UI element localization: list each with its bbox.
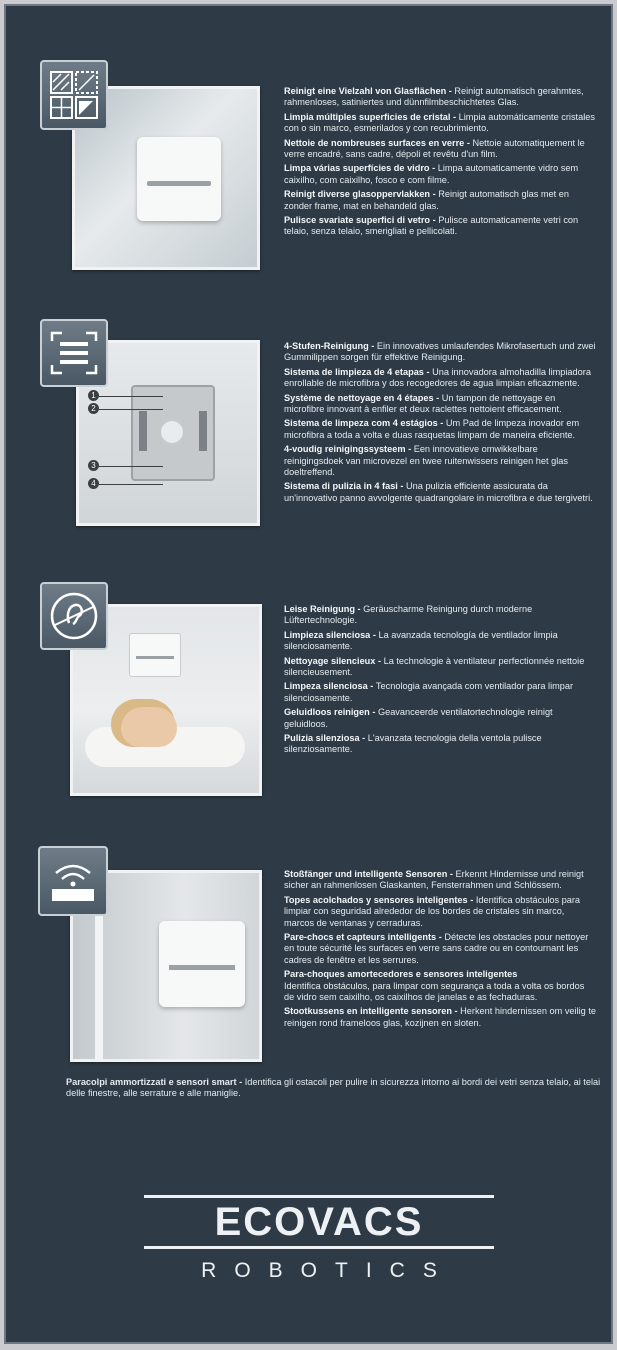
sensor-signal-icon [38,846,108,916]
cleaning-stages-icon [40,319,108,387]
robot-near-frame [159,921,245,1007]
feature-paragraph: Pulisce svariate superfici di vetro - Pulisce automaticamente vetri con telaio, senza telaio, smerigliati e pellicolati. [284,215,579,237]
feature-paragraph: Paracolpi ammortizzati e sensori smart - Identifica gli ostacoli per pulire in sicurezza intorno ai bordi dei vetri senza telaio, ai telai delle finestre, alle serrature e alle maniglie. [66,1077,601,1099]
feature-paragraph: Geluidloos reinigen - Geavanceerde ventilatortechnologie reinigt geluidloos. [284,707,553,729]
feature-paragraph: Stoßfänger und intelligente Sensoren - Erkennt Hindernisse und reinigt sicher an rahmenlosen Glaskanten, Fensterrahmen und Schlössern. [284,869,584,891]
feature-paragraph: Système de nettoyage en 4 étapes - Un tampon de nettoyage en microfibre innovant à enfiler et deux raclettes nettoient efficacement. [284,392,562,415]
section-four-stage-text [284,341,596,507]
section-sensors-text [284,869,596,1032]
callout-line [99,396,163,397]
callout-line [99,466,163,467]
feature-paragraph: Nettoie de nombreuses surfaces en verre - Nettoie automatiquement le verre encadré, sans cadre, dépoli et revêtu d'un film. [284,137,585,160]
feature-paragraph: Para-choques amortecedores e sensores inteligentes Identifica obstáculos, para limpar com segurança a toda a volta os bordos de vidro sem caixilho, os caixilhos de janelas e as fechaduras. [284,969,585,1003]
feature-paragraph: Sistema di pulizia in 4 fasi - Una pulizia efficiente assicurata da un'innovativo panno avvolgente quadrangolare in microfibra e due tergivetri. [284,481,593,503]
sensors-footer-text [66,1077,606,1100]
callout-4: 4 [88,478,99,489]
callout-1: 1 [88,390,99,401]
feature-paragraph: 4-Stufen-Reinigung - Ein innovatives umlaufendes Mikrofasertuch und zwei Gummilippen sorgen für effektive Reinigung. [284,341,596,363]
callout-3: 3 [88,460,99,471]
feature-paragraph: Sistema de limpieza de 4 etapas - Una innovadora almohadilla limpiadora enrollable de microfibra y dos recogedores de agua limpian eficazmente. [284,366,591,389]
feature-paragraph: Stootkussens en intelligente sensoren - Herkent hindernissen om veilig te reinigen rond frameloos glas, kozijnen en sloten. [284,1006,596,1028]
feature-paragraph: Sistema de limpeza com 4 estágios - Um Pad de limpeza inovador em microfibra a toda a volta e duas rasquetas limpam de maneira eficiente. [284,418,580,440]
section-multi-glass-text [284,86,596,241]
feature-paragraph: 4-voudig reinigingssysteem - Een innovatieve omwikkelbare reinigingsdoek van microvezel en twee ruitenwissers reinigen het glas doeltreffend. [284,444,568,478]
callout-line [99,409,163,410]
robot-on-window [129,633,181,677]
logo-subtitle: ROBOTICS [201,1259,455,1282]
logo-brand: ECOVACS [214,1200,424,1244]
feature-paragraph: Pare-chocs et capteurs intelligents - Détecte les obstacles pour nettoyer en toute sécurité les surfaces en verre sans cadre ou en contournant les cadres de fenêtre et les serrures. [284,932,589,965]
logo-top-bar [144,1195,494,1198]
quiet-ear-icon [40,582,108,650]
feature-paragraph: Limpa várias superfícies de vidro - Limpa automaticamente vidro sem caixilho, com caixilho, fosco e com filme. [284,163,579,185]
product-info-panel [4,4,613,1344]
callout-2: 2 [88,403,99,414]
feature-paragraph: Topes acolchados y sensores inteligentes - Identifica obstáculos para limpiar con seguridad alrededor de los bordes de cristales sin marco, marcos de ventanas y cerraduras. [284,894,581,928]
feature-paragraph: Reinigt eine Vielzahl von Glasflächen - Reinigt automatisch gerahmtes, rahmenloses, satiniertes und dünnfilmbeschichtetes Glas. [284,86,584,108]
feature-paragraph: Limpeza silenciosa - Tecnologia avançada com ventilador para limpar silenciosamente. [284,681,574,703]
section-quiet-text [284,604,596,759]
feature-paragraph: Pulizia silenziosa - L'avanzata tecnologia della ventola pulisce silenziosamente. [284,733,542,755]
feature-paragraph: Nettoyage silencieux - La technologie à ventilateur perfectionnée nettoie silencieusement. [284,655,585,678]
glass-types-icon [40,60,108,130]
robot-device [137,137,221,221]
feature-paragraph: Limpieza silenciosa - La avanzada tecnología de ventilador limpia silenciosamente. [284,629,558,652]
child-head [121,707,177,747]
callout-line [99,484,163,485]
feature-paragraph: Limpia múltiples superficies de cristal - Limpia automáticamente cristales con o sin marco, esmerilados y con recubrimiento. [284,111,595,134]
feature-paragraph: Reinigt diverse glasoppervlakken - Reinigt automatisch glas met en zonder frame, mat en behandeld glas. [284,189,569,211]
logo-bottom-bar [144,1246,494,1249]
ecovacs-logo [144,1195,494,1283]
feature-paragraph: Leise Reinigung - Geräuscharme Reinigung durch moderne Lüftertechnologie. [284,604,533,626]
